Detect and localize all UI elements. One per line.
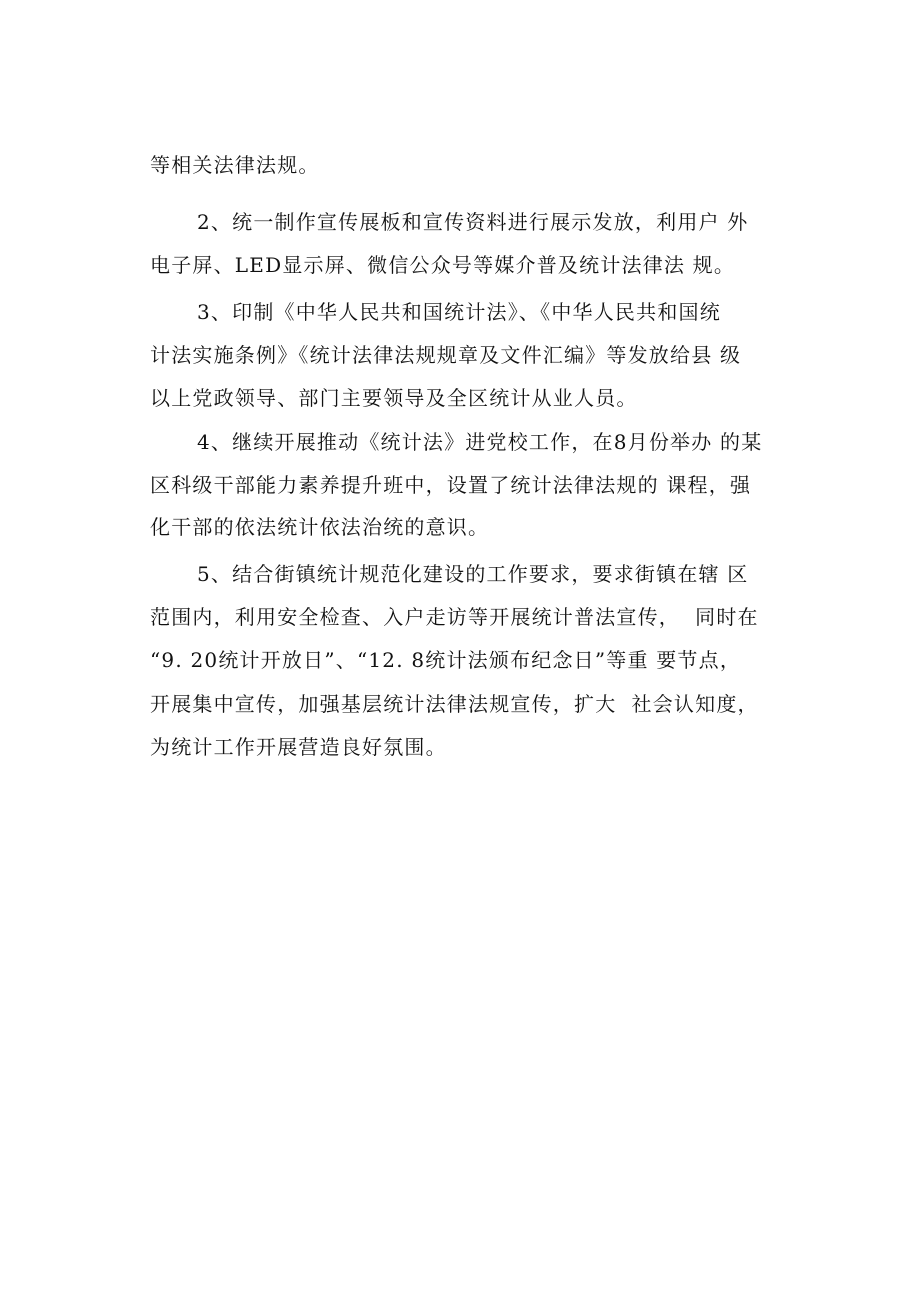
text-line: 化干部的依法统计依法治统的意识。 — [150, 515, 490, 539]
text-line: 以上党政领导、部门主要领导及全区统计从业人员。 — [150, 386, 638, 410]
text-line: 电子屏、LED显示屏、微信公众号等媒介普及统计法律法 规。 — [150, 253, 736, 277]
text-line: 3、印制《中华人民共和国统计法》、《中华人民共和国统 — [197, 300, 721, 324]
text-line: “9. 20统计开放日”、“12. 8统计法颁布纪念日”等重 要节点， — [150, 648, 742, 672]
text-line: 计法实施条例》《统计法律法规规章及文件汇编》等发放给县 级 — [150, 343, 742, 367]
text-line: 区科级干部能力素养提升班中，设置了统计法律法规的 课程，强 — [150, 473, 752, 497]
text-line: 2、统一制作宣传展板和宣传资料进行展示发放，利用户 外 — [197, 210, 749, 234]
text-line: 为统计工作开展营造良好氛围。 — [150, 735, 447, 759]
text-line: 范围内，利用安全检查、入户走访等开展统计普法宣传， 同时在 — [150, 605, 759, 629]
text-line: 等相关法律法规。 — [150, 153, 320, 177]
text-line: 5、结合街镇统计规范化建设的工作要求，要求街镇在辖 区 — [197, 562, 749, 586]
text-line: 4、继续开展推动《统计法》进党校工作，在8月份举办 的某 — [197, 430, 763, 454]
text-line: 开展集中宣传，加强基层统计法律法规宣传，扩大 社会认知度， — [150, 692, 759, 716]
